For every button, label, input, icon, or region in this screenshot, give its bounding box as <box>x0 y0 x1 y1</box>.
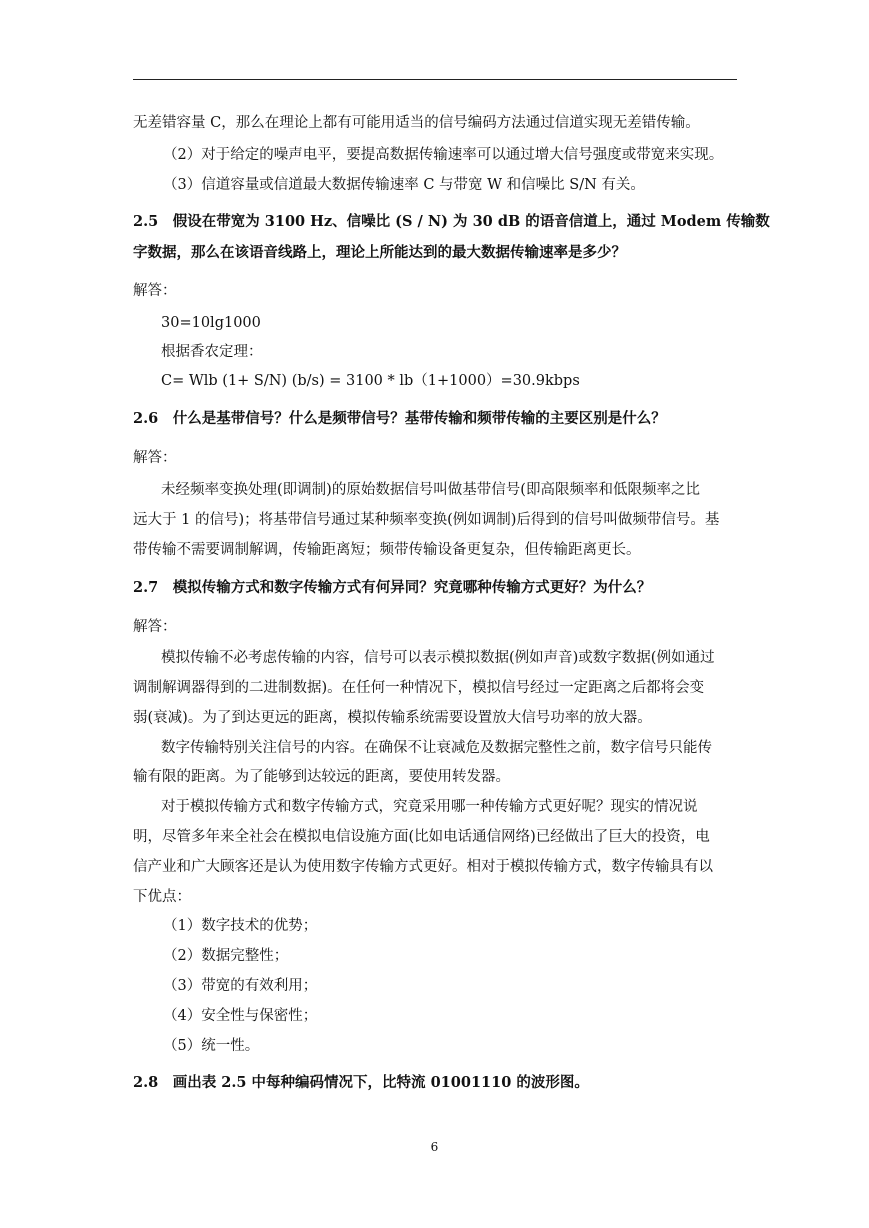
answer-line: 模拟传输不必考虑传输的内容，信号可以表示模拟数据(例如声音)或数字数据(例如通过 <box>161 650 715 666</box>
answer-line: 输有限的距离。为了能够到达较远的距离，要使用转发器。 <box>133 769 510 785</box>
answer-line: 数字传输特别关注信号的内容。在确保不让衰减危及数据完整性之前，数字信号只能传 <box>161 740 712 756</box>
answer-label: 解答： <box>133 450 177 466</box>
question-2-5-line1: 2.5 假设在带宽为 3100 Hz、信噪比 (S / N) 为 30 dB 的语音信道上，通过 Modem 传输数 <box>133 213 770 230</box>
answer-line: 带传输不需要调制解调，传输距离短；频带传输设备更复杂，但传输距离更长。 <box>133 542 641 558</box>
answer-line: 明，尽管多年来全社会在模拟电信设施方面(比如电话通信网络)已经做出了巨大的投资，电 <box>133 829 710 845</box>
question-2-6: 2.6 什么是基带信号？什么是频带信号？基带传输和频带传输的主要区别是什么？ <box>133 410 666 427</box>
header-rule <box>133 79 737 80</box>
page-number: 6 <box>430 1140 439 1154</box>
answer-label: 解答： <box>133 619 177 635</box>
answer-line: 调制解调器得到的二进制数据)。在任何一种情况下，模拟信号经过一定距离之后都将会变 <box>133 680 705 696</box>
answer-line: 对于模拟传输方式和数字传输方式，究竟采用哪一种传输方式更好呢？现实的情况说 <box>161 799 698 815</box>
answer-label: 解答： <box>133 283 177 299</box>
advantage-item: （1）数字技术的优势； <box>163 918 318 934</box>
advantage-item: （3）带宽的有效利用； <box>163 978 318 994</box>
question-2-8: 2.8 画出表 2.5 中每种编码情况下，比特流 01001110 的波形图。 <box>133 1074 589 1091</box>
answer-line: 下优点： <box>133 889 191 905</box>
shannon-formula: C= Wlb (1+ S/N) (b/s) = 3100 * lb（1+1000）=30.9kbps <box>161 373 580 389</box>
question-2-5-line2: 字数据，那么在该语音线路上，理论上所能达到的最大数据传输速率是多少？ <box>133 244 626 261</box>
advantage-item: （5）统一性。 <box>163 1038 260 1054</box>
calc-line: 30=10lg1000 <box>161 315 261 331</box>
point-3: （3）信道容量或信道最大数据传输速率 C 与带宽 W 和信噪比 S/N 有关。 <box>163 177 645 193</box>
continuation-line: 无差错容量 C，那么在理论上都有可能用适当的信号编码方法通过信道实现无差错传输。 <box>133 115 700 131</box>
advantage-item: （4）安全性与保密性； <box>163 1008 318 1024</box>
answer-line: 未经频率变换处理(即调制)的原始数据信号叫做基带信号(即高限频率和低限频率之比 <box>161 482 700 498</box>
point-2: （2）对于给定的噪声电平，要提高数据传输速率可以通过增大信号强度或带宽来实现。 <box>163 147 724 163</box>
calc-line: 根据香农定理： <box>161 344 263 360</box>
question-2-7: 2.7 模拟传输方式和数字传输方式有何异同？究竟哪种传输方式更好？为什么？ <box>133 579 652 596</box>
answer-line: 弱(衰减)。为了到达更远的距离，模拟传输系统需要设置放大信号功率的放大器。 <box>133 710 652 726</box>
answer-line: 远大于 1 的信号)；将基带信号通过某种频率变换(例如调制)后得到的信号叫做频带信号。基 <box>133 512 720 528</box>
advantage-item: （2）数据完整性； <box>163 948 289 964</box>
answer-line: 信产业和广大顾客还是认为使用数字传输方式更好。相对于模拟传输方式，数字传输具有以 <box>133 859 713 875</box>
